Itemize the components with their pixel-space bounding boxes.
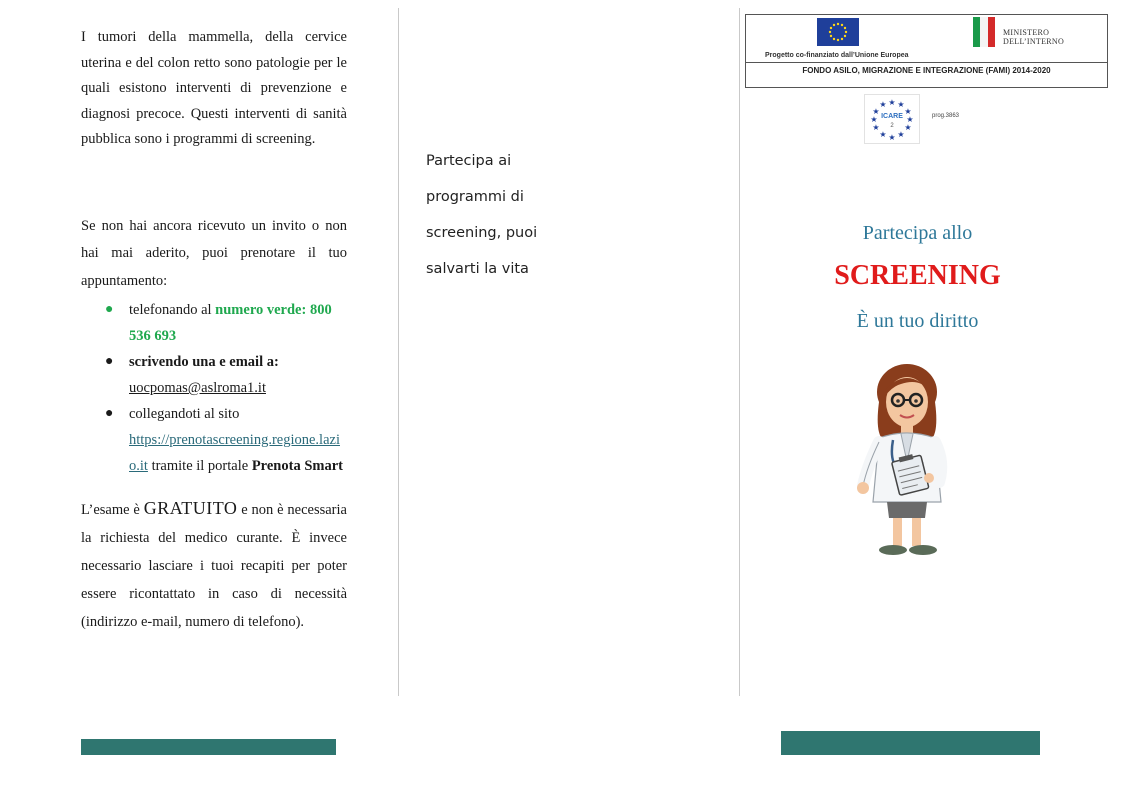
middle-line-2: programmi di [426,189,524,205]
italy-flag-icon [973,17,995,47]
svg-text:★: ★ [888,133,896,142]
fold-line-right [739,8,740,696]
cover-title: SCREENING [834,260,1001,291]
phone-prefix: telefonando al [129,302,216,318]
option-site [81,401,347,479]
svg-text:★: ★ [879,130,887,139]
svg-text:★: ★ [897,130,905,139]
accent-bar-left [81,739,336,755]
eu-flag-icon [817,18,859,46]
exam-text-1: L’esame è [81,502,144,518]
fund-name: FONDO ASILO, MIGRAZIONE E INTEGRAZIONE (FAMI) 2014-2020 [802,66,1051,75]
exam-paragraph [81,494,347,636]
middle-panel [426,143,626,287]
middle-line-3: screening, puoi [426,225,538,241]
left-panel [81,25,347,636]
bullet-icon: ● [105,354,114,369]
cover-subtitle-2: È un tuo diritto [856,310,979,332]
svg-text:★: ★ [872,107,880,116]
ministry-line-2: DELL’INTERNO [1003,37,1065,46]
intro-paragraph: I tumori della mammella, della cervice uterina e del colon retto sono patologie per le quali esistono interventi di prevenzione e diagnosi precoce. Questi interventi di sanità pubblica sono i programmi di screening. [81,29,347,147]
project-cofinanced: Progetto co-finanziato dall’Unione Europea [765,52,909,59]
logo-divider [746,62,1107,63]
svg-text:★: ★ [904,107,912,116]
option-email [81,349,347,401]
site-suffix: tramite il portale [147,458,252,474]
bullet-icon: ● [105,406,114,421]
svg-text:★: ★ [872,123,880,132]
logo-box [745,14,1108,88]
cover-subtitle-1: Partecipa allo [862,222,973,244]
svg-text:★: ★ [879,100,887,109]
doctor-illustration [849,362,959,567]
svg-text:★: ★ [906,115,914,124]
ministry-line-1: MINISTERO [1003,28,1050,37]
project-code: prog.3863 [932,113,960,119]
icare-logo [864,94,920,144]
svg-text:★: ★ [897,100,905,109]
middle-line-4: salvarti la vita [426,261,529,277]
svg-text:★: ★ [904,123,912,132]
ministry-name [1003,28,1064,46]
option-phone [81,297,347,349]
site-link[interactable]: https://prenotascreening.regione.lazio.it [129,432,340,474]
phone-number[interactable]: numero verde: 800 536 693 [129,302,332,344]
svg-text:★: ★ [870,115,878,124]
icare-label: ICARE [881,113,903,120]
exam-text-2: e non è necessaria la richiesta del medico curante. È invece necessario lasciare i tuoi recapiti per poter essere ricontattato in caso di necessità (indirizzo e-mail, numero di telefono). [81,502,347,630]
site-prefix: collegandoti al sito [129,406,240,422]
fold-line-left [398,8,399,696]
portal-name: Prenota Smart [251,458,343,474]
email-label: scrivendo una e email a: [129,354,279,370]
exam-free: GRATUITO [143,498,238,518]
email-link[interactable]: uocpomas@aslroma1.it [129,380,266,396]
booking-intro: Se non hai ancora ricevuto un invito o non hai mai aderito, puoi prenotare il tuo appuntamento: [81,217,347,289]
middle-line-1: Partecipa ai [426,153,512,169]
bullet-icon: ● [105,302,114,317]
booking-options [81,297,347,479]
svg-text:★: ★ [888,98,896,107]
accent-bar-right [781,731,1040,755]
icare-number: 2 [890,123,894,129]
